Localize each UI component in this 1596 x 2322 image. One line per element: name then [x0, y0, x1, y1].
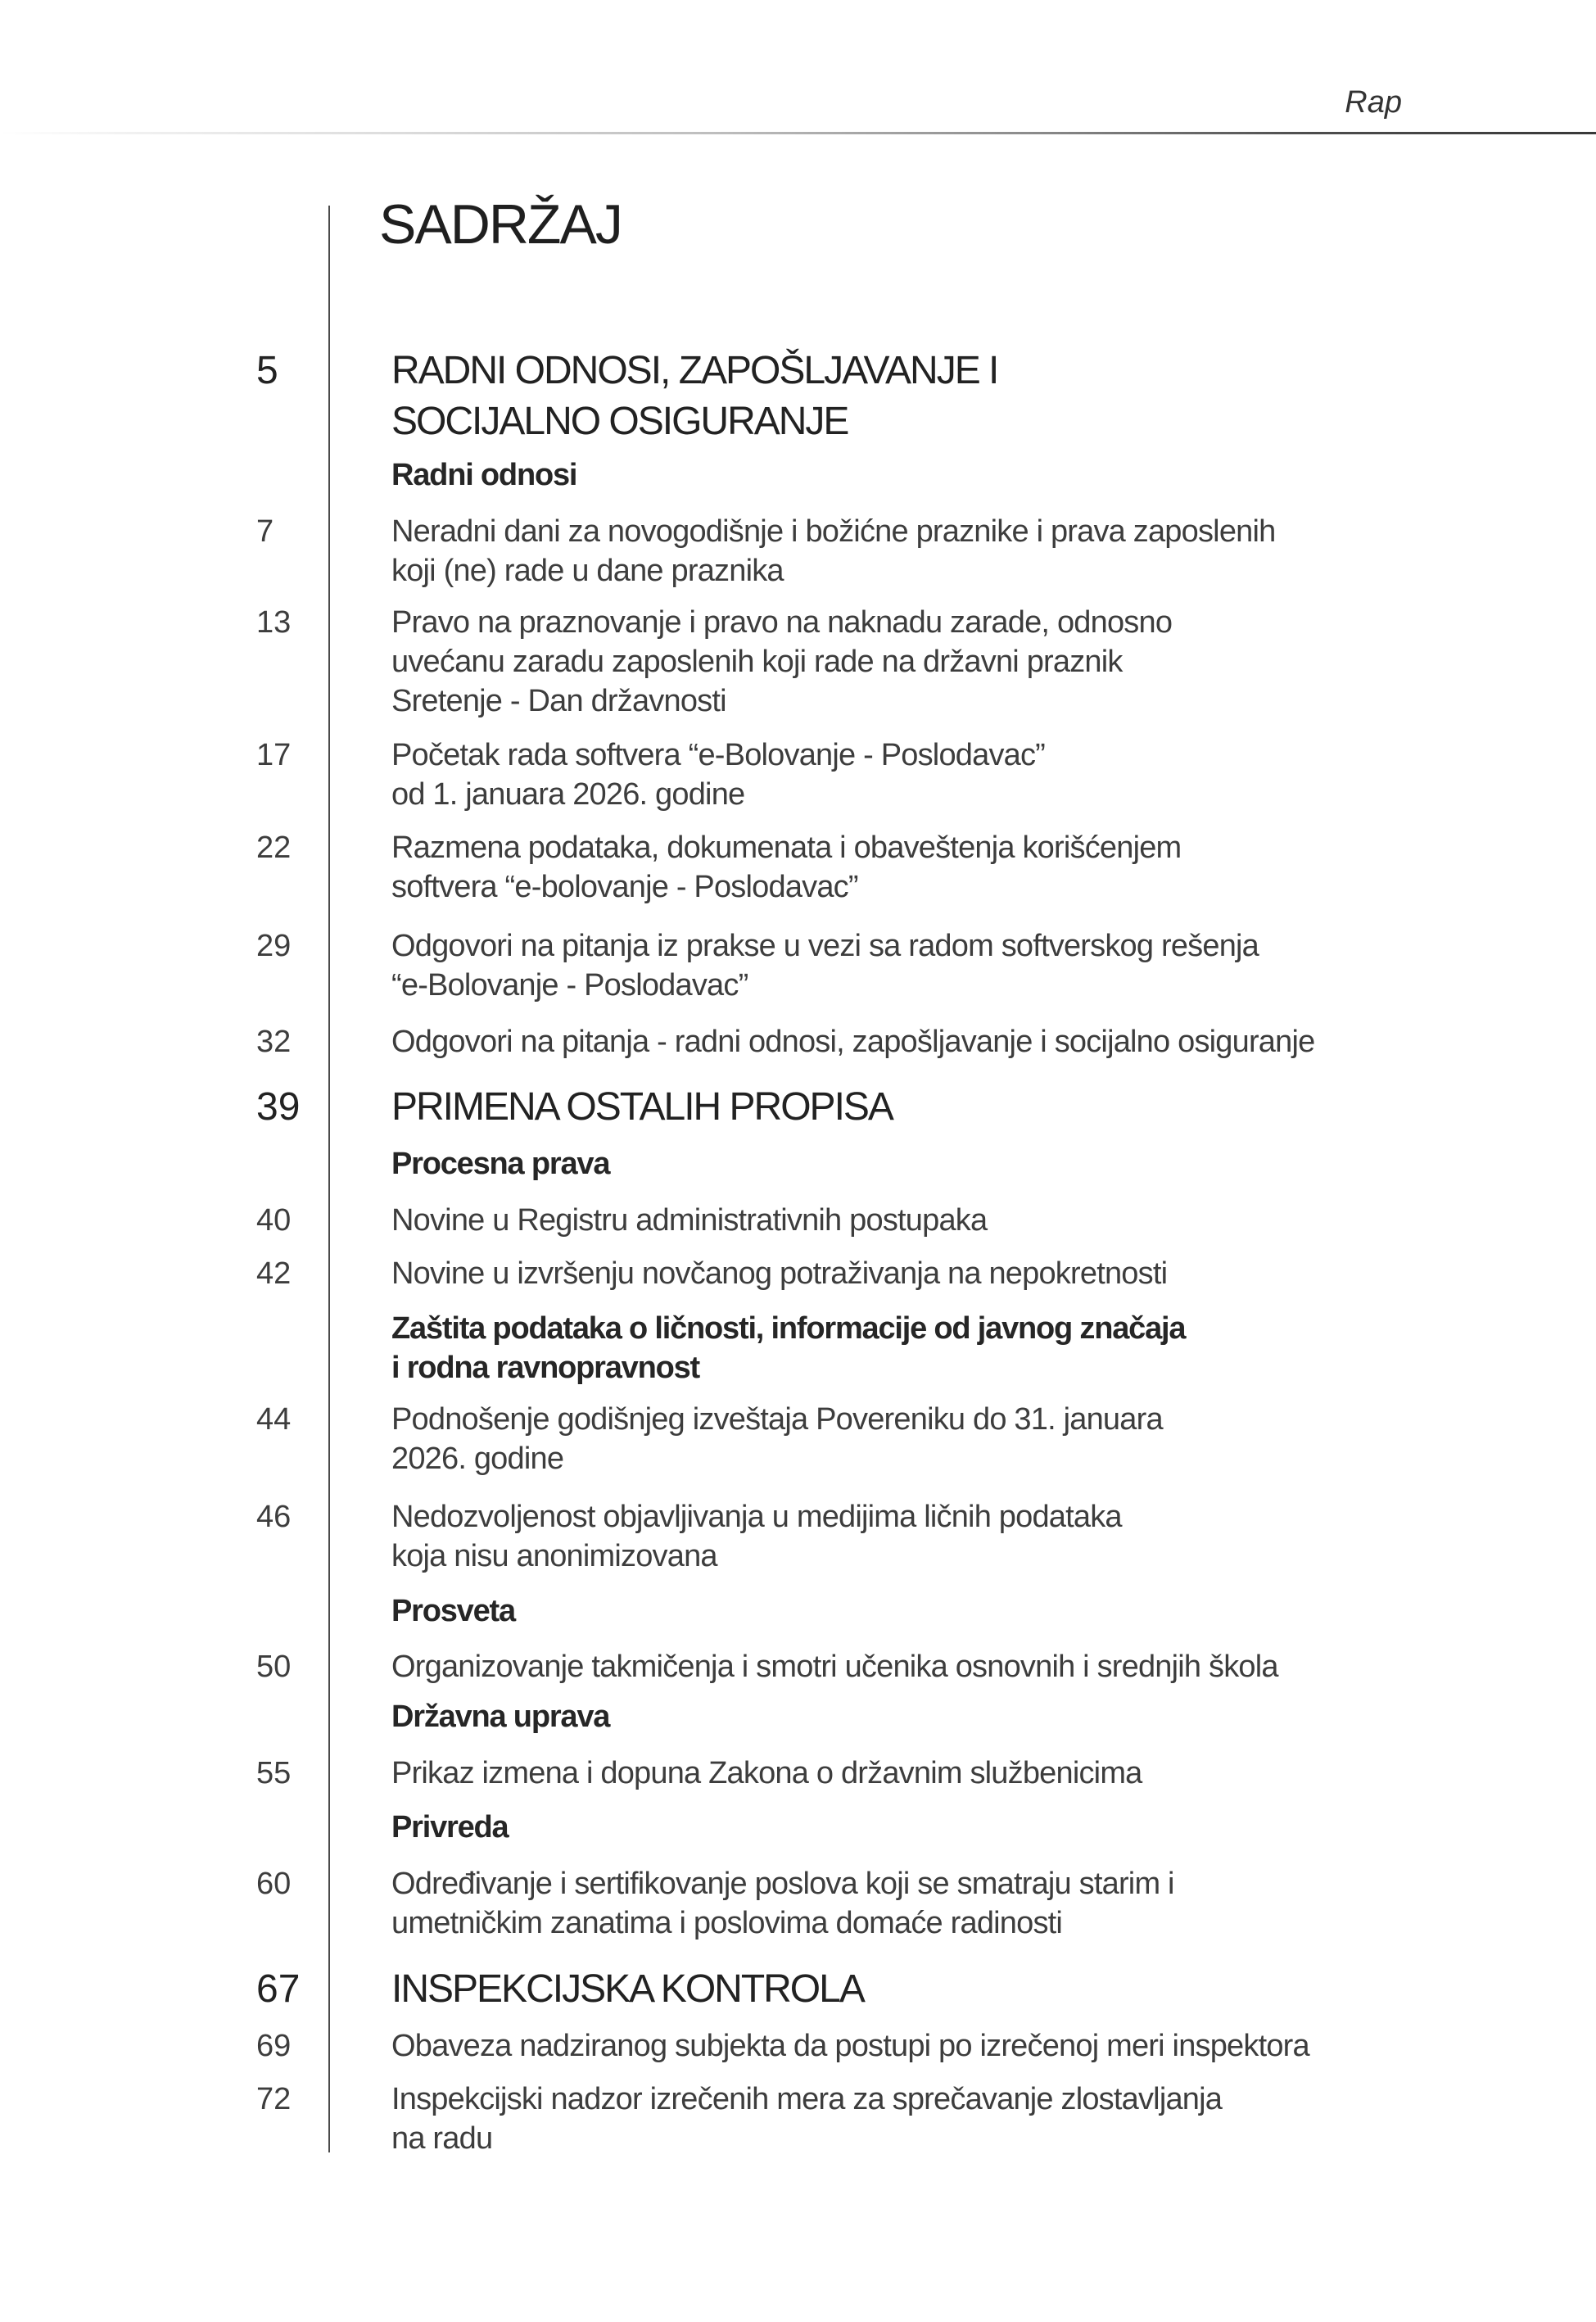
toc-title-line: Odgovori na pitanja - radni odnosi, zapošljavanje i socijalno osiguranje [391, 1025, 1315, 1059]
toc-page-number: 13 [256, 605, 292, 640]
toc-section-title [391, 1082, 1583, 1133]
toc-entry-row [256, 828, 1583, 907]
toc-title-line: PRIMENA OSTALIH PROPISA [391, 1085, 893, 1129]
toc-entry-title [391, 736, 1583, 814]
toc-title-line: Državna uprava [391, 1700, 610, 1734]
toc-title-line: Početak rada softvera “e-Bolovanje - Poslodavac” [391, 738, 1046, 772]
toc-entry-row [256, 1254, 1583, 1293]
toc-title-line: Radni odnosi [391, 458, 577, 492]
toc-subheading-row [256, 1697, 1583, 1736]
toc-title-line: Inspekcijski nadzor izrečenih mera za sprečavanje zlostavljanja [391, 2082, 1223, 2116]
toc-entry-title [391, 828, 1583, 907]
toc-title-line: Procesna prava [391, 1147, 610, 1181]
toc-subheading-row [256, 455, 1583, 495]
toc-title-line: Podnošenje godišnjeg izveštaja Povereniku do 31. januara [391, 1402, 1163, 1437]
toc-page-number: 50 [256, 1650, 292, 1684]
toc-subheading-row [256, 1144, 1583, 1184]
toc-section-row [256, 346, 1583, 447]
toc-entry-row [256, 1400, 1583, 1478]
toc-title-line: softvera “e-bolovanje - Poslodavac” [391, 870, 858, 904]
toc-entry-title [391, 1254, 1583, 1293]
toc-entry-row [256, 512, 1583, 591]
running-head: Rap [1345, 85, 1402, 120]
toc-page-number: 17 [256, 738, 292, 772]
toc-entry-row [256, 2080, 1583, 2158]
toc-entry-row [256, 1201, 1583, 1240]
toc-subheading-title [391, 1808, 1583, 1847]
toc-title-line: Nedozvoljenost objavljivanja u medijima ličnih podataka [391, 1500, 1122, 1534]
header-rule [0, 132, 1596, 134]
toc-entry-row [256, 1647, 1583, 1686]
toc-title-line: Obaveza nadziranog subjekta da postupi po izrečenoj meri inspektora [391, 2029, 1309, 2063]
toc-title-line: “e-Bolovanje - Poslodavac” [391, 968, 748, 1003]
toc-page-number: 32 [256, 1025, 292, 1059]
toc-entry-row [256, 736, 1583, 814]
toc-subheading-row [256, 1309, 1583, 1387]
toc-page-number: 44 [256, 1402, 292, 1437]
toc-title-line: Odgovori na pitanja iz prakse u vezi sa radom softverskog rešenja [391, 929, 1259, 963]
toc-title-line: Određivanje i sertifikovanje poslova koji se smatraju starim i [391, 1867, 1174, 1901]
toc-page-number: 5 [256, 349, 278, 392]
toc-entry-title [391, 1754, 1583, 1793]
toc-entry-title [391, 2080, 1583, 2158]
toc-entry-row [256, 1864, 1583, 1943]
toc-page-number: 39 [256, 1085, 301, 1129]
toc-page-number: 60 [256, 1867, 292, 1901]
toc-title-line: Novine u izvršenju novčanog potraživanja na nepokretnosti [391, 1256, 1168, 1291]
toc-subheading-title [391, 455, 1583, 495]
toc-entry-row [256, 1022, 1583, 1061]
page-title: SADRŽAJ [379, 193, 622, 256]
toc-entry-title [391, 1400, 1583, 1478]
toc-entry-row [256, 1754, 1583, 1793]
toc-title-line: Neradni dani za novogodišnje i božićne praznike i prava zaposlenih [391, 514, 1276, 549]
toc-subheading-title [391, 1591, 1583, 1631]
toc-entry-title [391, 1647, 1583, 1686]
toc-entry-title [391, 1201, 1583, 1240]
toc-title-line: na radu [391, 2121, 493, 2156]
toc-entry-row [256, 926, 1583, 1005]
toc-page-number: 69 [256, 2029, 292, 2063]
toc-section-row [256, 1964, 1583, 2015]
toc-entry-row [256, 603, 1583, 721]
toc-subheading-row [256, 1591, 1583, 1631]
toc-subheading-title [391, 1144, 1583, 1184]
toc-entry-row [256, 1497, 1583, 1576]
toc-title-line: Zaštita podataka o ličnosti, informacije od javnog značaja [391, 1311, 1186, 1346]
toc-title-line: koji (ne) rade u dane praznika [391, 554, 784, 588]
toc-entry-title [391, 512, 1583, 591]
toc-entry-title [391, 1022, 1583, 1061]
toc-entry-title [391, 2026, 1583, 2066]
toc-title-line: Sretenje - Dan državnosti [391, 684, 726, 718]
toc-entry-title [391, 1497, 1583, 1576]
toc-subheading-title [391, 1309, 1583, 1387]
toc-title-line: i rodna ravnopravnost [391, 1351, 699, 1385]
toc-title-line: od 1. januara 2026. godine [391, 777, 745, 812]
toc-title-line: 2026. godine [391, 1442, 564, 1476]
toc-title-line: INSPEKCIJSKA KONTROLA [391, 1967, 864, 2011]
toc-subheading-row [256, 1808, 1583, 1847]
toc-title-line: Privreda [391, 1810, 509, 1844]
toc-title-line: uvećanu zaradu zaposlenih koji rade na državni praznik [391, 645, 1123, 679]
toc-title-line: Prikaz izmena i dopuna Zakona o državnim službenicima [391, 1756, 1142, 1790]
table-of-contents [256, 193, 1583, 2158]
toc-title-line: koja nisu anonimizovana [391, 1539, 717, 1573]
toc-entry-row [256, 2026, 1583, 2066]
toc-page-number: 72 [256, 2082, 292, 2116]
toc-page-number: 55 [256, 1756, 292, 1790]
toc-page-number: 29 [256, 929, 292, 963]
toc-title-line: SOCIJALNO OSIGURANJE [391, 400, 848, 443]
toc-page-number: 7 [256, 514, 274, 549]
toc-page-number: 67 [256, 1967, 301, 2011]
toc-page-number: 42 [256, 1256, 292, 1291]
toc-title-line: Novine u Registru administrativnih postupaka [391, 1203, 988, 1238]
toc-section-row [256, 1082, 1583, 1133]
toc-entry-title [391, 1864, 1583, 1943]
toc-section-title [391, 1964, 1583, 2015]
toc-title-line: Prosveta [391, 1594, 515, 1628]
toc-section-title [391, 346, 1583, 447]
toc-subheading-title [391, 1697, 1583, 1736]
toc-title-line: Organizovanje takmičenja i smotri učenika osnovnih i srednjih škola [391, 1650, 1278, 1684]
toc-page-number: 22 [256, 831, 292, 865]
toc-title-line: RADNI ODNOSI, ZAPOŠLJAVANJE I [391, 349, 998, 392]
toc-title-line: Razmena podataka, dokumenata i obaveštenja korišćenjem [391, 831, 1182, 865]
toc-page-number: 40 [256, 1203, 292, 1238]
toc-entry-title [391, 603, 1583, 721]
toc-title-line: umetničkim zanatima i poslovima domaće radinosti [391, 1906, 1063, 1940]
toc-title-line: Pravo na praznovanje i pravo na naknadu zarade, odnosno [391, 605, 1173, 640]
toc-page-number: 46 [256, 1500, 292, 1534]
toc-entry-title [391, 926, 1583, 1005]
